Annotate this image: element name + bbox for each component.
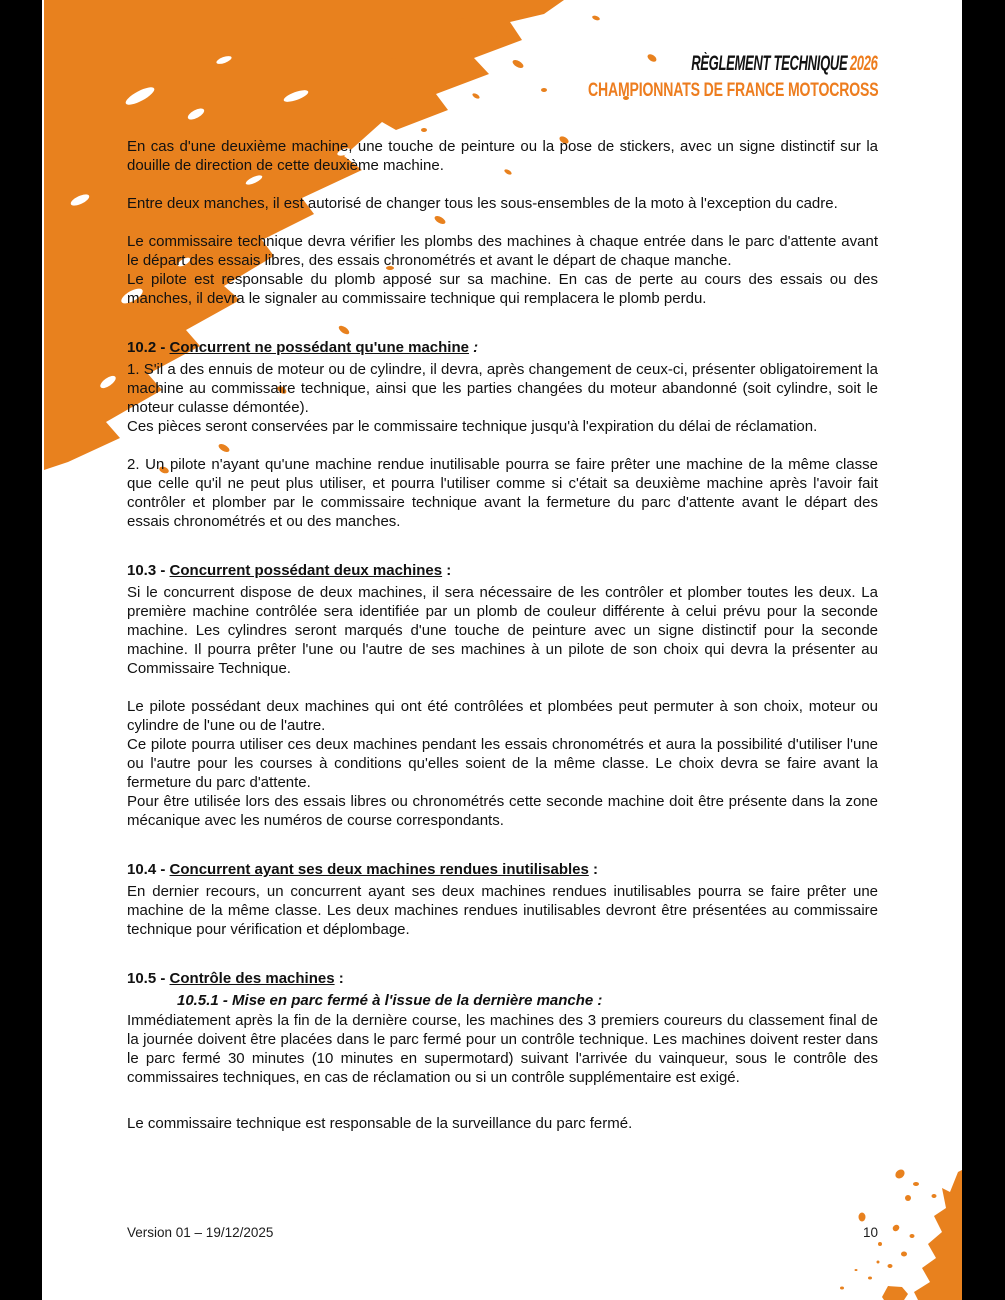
paragraph: Si le concurrent dispose de deux machines, il sera nécessaire de les contrôler et plomber toutes les deux. La première machine contrôlée sera identifiée par un plomb de couleur différente à celui prévu pour la seconde machine. Les cylindres seront marqués d'une touche de peinture avec un signe distinctif pour la seconde machine. Il pourra prêter l'une ou l'autre de ses machines à un pilote de son choix qui devra la présenter au Commissaire Technique. bbox=[127, 584, 878, 677]
footer-version: Version 01 – 19/12/2025 bbox=[127, 1225, 274, 1240]
section-heading-suffix: : bbox=[334, 970, 344, 987]
subsection-heading-10-5-1: 10.5.1 - Mise en parc fermé à l'issue de la dernière manche : bbox=[177, 992, 603, 1009]
header-title-text: RÈGLEMENT TECHNIQUE bbox=[691, 52, 848, 75]
header-title-year: 2026 bbox=[850, 52, 878, 75]
section-heading-10-3 bbox=[127, 561, 878, 580]
paragraph: Entre deux manches, il est autorisé de changer tous les sous-ensembles de la moto à l'exception du cadre. bbox=[127, 195, 838, 212]
paragraph: Pour être utilisée lors des essais libres ou chronométrés cette seconde machine doit être présente dans la zone mécanique avec les numéros de course correspondants. bbox=[127, 793, 878, 829]
section-number: 10.3 - bbox=[127, 562, 170, 579]
document-page bbox=[42, 0, 962, 1300]
paragraph: 1. S'il a des ennuis de moteur ou de cylindre, il devra, après changement de ceux-ci, présenter obligatoirement la machine au commissaire technique, ainsi que les parties changées du moteur abandonné (soit cylindre, soit le moteur culasse démontée). bbox=[127, 361, 878, 416]
section-heading-10-4 bbox=[127, 860, 878, 879]
paragraph: Le pilote est responsable du plomb apposé sur sa machine. En cas de perte au cours des essais ou des manches, il devra le signaler au commissaire technique qui remplacera le plomb perdu. bbox=[127, 271, 878, 307]
paragraph: Le pilote possédant deux machines qui ont été contrôlées et plombées peut permuter à son choix, moteur ou cylindre de l'une ou de l'autre. bbox=[127, 698, 878, 734]
paragraph: Immédiatement après la fin de la dernière course, les machines des 3 premiers coureurs du classement final de la journée doivent être placées dans le parc fermé pour un contrôle technique. Les machines doivent rester dans le parc fermé 30 minutes (10 minutes en supermotard) suivant l'arrivée du vainqueur, sous le contrôle des commissaires techniques, en cas de réclamation ou si un contrôle supplémentaire est exigé. bbox=[127, 1012, 878, 1086]
section-title: Concurrent ayant ses deux machines rendues inutilisables bbox=[169, 861, 589, 878]
paragraph: Ces pièces seront conservées par le commissaire technique jusqu'à l'expiration du délai de réclamation. bbox=[127, 418, 818, 435]
footer-page-number: 10 bbox=[862, 1225, 878, 1240]
paragraph: Le commissaire technique devra vérifier les plombs des machines à chaque entrée dans le parc d'attente avant le départ des essais libres, des essais chronométrés et avant le départ de chaque manche. bbox=[127, 233, 878, 269]
paragraph: 2. Un pilote n'ayant qu'une machine rendue inutilisable pourra se faire prêter une machine de la même classe que celle qu'il ne peut plus utiliser, et pourra l'utiliser comme si c'était sa deuxième machine après l'avoir fait contrôler et plomber par le commissaire technique avant la fermeture du parc d'attente avant le départ des essais chronométrés et ou des manches. bbox=[127, 456, 878, 530]
paragraph: Le commissaire technique est responsable de la surveillance du parc fermé. bbox=[127, 1115, 633, 1132]
section-heading-suffix: : bbox=[442, 562, 452, 579]
document-header bbox=[475, 52, 878, 102]
document-body bbox=[127, 137, 878, 1133]
paragraph: En cas d'une deuxième machine, une touche de peinture ou la pose de stickers, avec un signe distinctif sur la douille de direction de cette deuxième machine. bbox=[127, 138, 878, 174]
section-number: 10.5 - bbox=[127, 970, 170, 987]
section-title: Concurrent possédant deux machines bbox=[169, 562, 443, 579]
section-heading-10-5 bbox=[127, 969, 878, 988]
paragraph: En dernier recours, un concurrent ayant ses deux machines rendues inutilisables pourra se faire prêter une machine de la même classe. Les deux machines rendues inutilisables devront être présentées au commissaire technique pour vérification et déplombage. bbox=[127, 883, 878, 938]
section-title: Concurrent ne possédant qu'une machine bbox=[169, 339, 469, 356]
header-title bbox=[692, 52, 878, 76]
paragraph: Ce pilote pourra utiliser ces deux machines pendant les essais chronométrés et aura la possibilité d'utiliser l'une ou l'autre pour les courses à conditions qu'elles soient de la même classe. Le choix devra se faire avant la fermeture du parc d'attente. bbox=[127, 736, 878, 791]
section-heading-10-2 bbox=[127, 338, 878, 357]
section-number: 10.4 - bbox=[127, 861, 170, 878]
section-number: 10.2 - bbox=[127, 339, 170, 356]
section-title: Contrôle des machines bbox=[169, 970, 335, 987]
header-subtitle: CHAMPIONNATS DE FRANCE MOTOCROSS bbox=[587, 79, 878, 101]
section-heading-suffix: : bbox=[588, 861, 599, 878]
paint-splatter-bottom-right-icon bbox=[812, 1140, 962, 1300]
section-heading-suffix: : bbox=[468, 339, 479, 356]
